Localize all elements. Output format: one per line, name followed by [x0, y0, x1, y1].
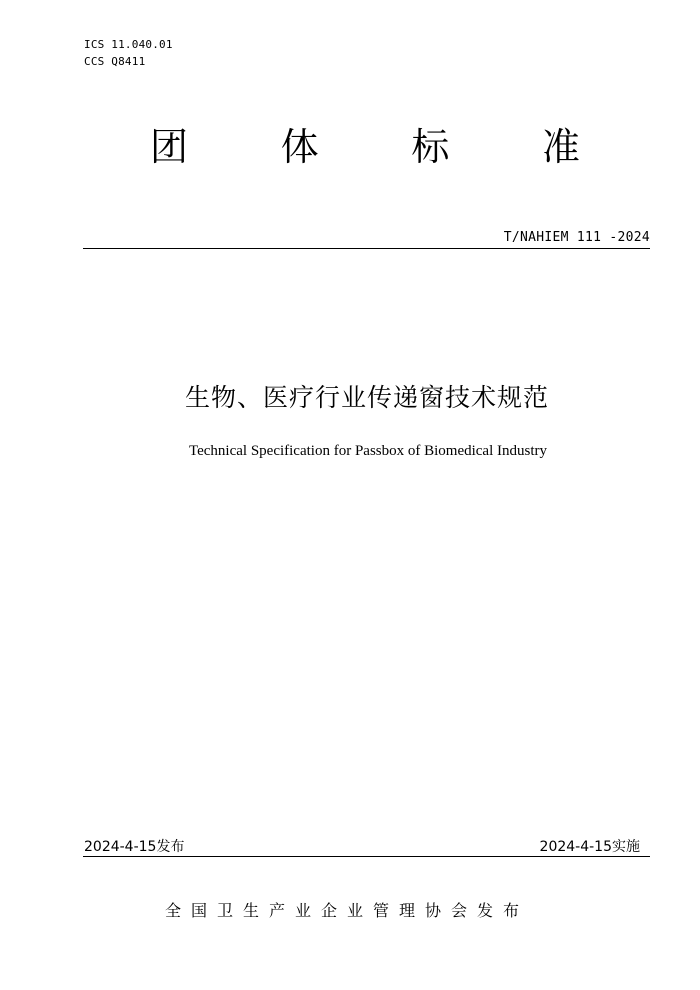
- standard-type-title: [150, 120, 580, 174]
- title-char: 体: [280, 125, 319, 169]
- title-char: 团: [150, 125, 189, 169]
- title-char: 标: [411, 125, 450, 169]
- bottom-divider: [83, 856, 650, 857]
- standard-code: T/NAHIEM 111 -2024: [503, 230, 650, 245]
- ics-code: ICS 11.040.01: [84, 38, 173, 51]
- top-divider: [83, 248, 650, 249]
- issue-date: 2024-4-15发布: [84, 839, 185, 855]
- document-title-cn: 生物、医疗行业传递窗技术规范: [184, 383, 549, 412]
- implementation-date: 2024-4-15实施: [539, 839, 640, 855]
- document-title-en: Technical Specification for Passbox of Biomedical Industry: [188, 443, 548, 459]
- publisher: 全国卫生产业企业管理协会发布: [165, 901, 530, 920]
- title-char: 准: [541, 125, 580, 169]
- ccs-code: CCS Q8411: [84, 55, 146, 68]
